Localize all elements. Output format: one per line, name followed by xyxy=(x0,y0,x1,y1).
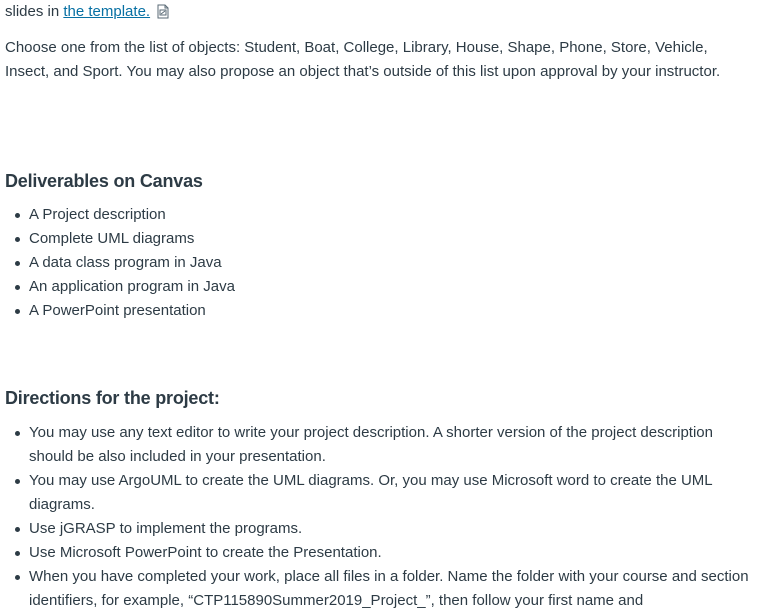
intro-paragraph: Choose one from the list of objects: Student, Boat, College, Library, House, Shape, Phone, Store, Vehicle, Insect, and Sport. You may also propose an object that’s outside of this list upon approval by your instructor. xyxy=(5,39,721,80)
list-item: An application program in Java xyxy=(5,275,405,299)
list-item: When you have completed your work, place all files in a folder. Name the folder with your course and section identifiers, for example, “CTP115890Summer2019_Project_”, then follow your first name and xyxy=(5,565,750,613)
template-line xyxy=(5,3,170,24)
list-item: Use Microsoft PowerPoint to create the Presentation. xyxy=(5,541,750,565)
deliverables-heading: Deliverables on Canvas xyxy=(5,171,203,191)
template-link[interactable]: the template. xyxy=(63,3,151,20)
list-item: Use jGRASP to implement the programs. xyxy=(5,517,750,541)
directions-heading: Directions for the project: xyxy=(5,388,220,408)
list-item: Complete UML diagrams xyxy=(5,227,405,251)
list-item: You may use ArgoUML to create the UML diagrams. Or, you may use Microsoft word to create the UML diagrams. xyxy=(5,469,750,517)
list-item: A PowerPoint presentation xyxy=(5,299,405,323)
list-item: A data class program in Java xyxy=(5,251,405,275)
document-preview-icon[interactable] xyxy=(156,4,170,24)
deliverables-list xyxy=(5,203,405,323)
list-item: A Project description xyxy=(5,203,405,227)
list-item: You may use any text editor to write your project description. A shorter version of the project description should be also included in your presentation. xyxy=(5,421,750,469)
directions-list xyxy=(5,421,750,613)
template-line-prefix: slides in xyxy=(5,3,64,20)
